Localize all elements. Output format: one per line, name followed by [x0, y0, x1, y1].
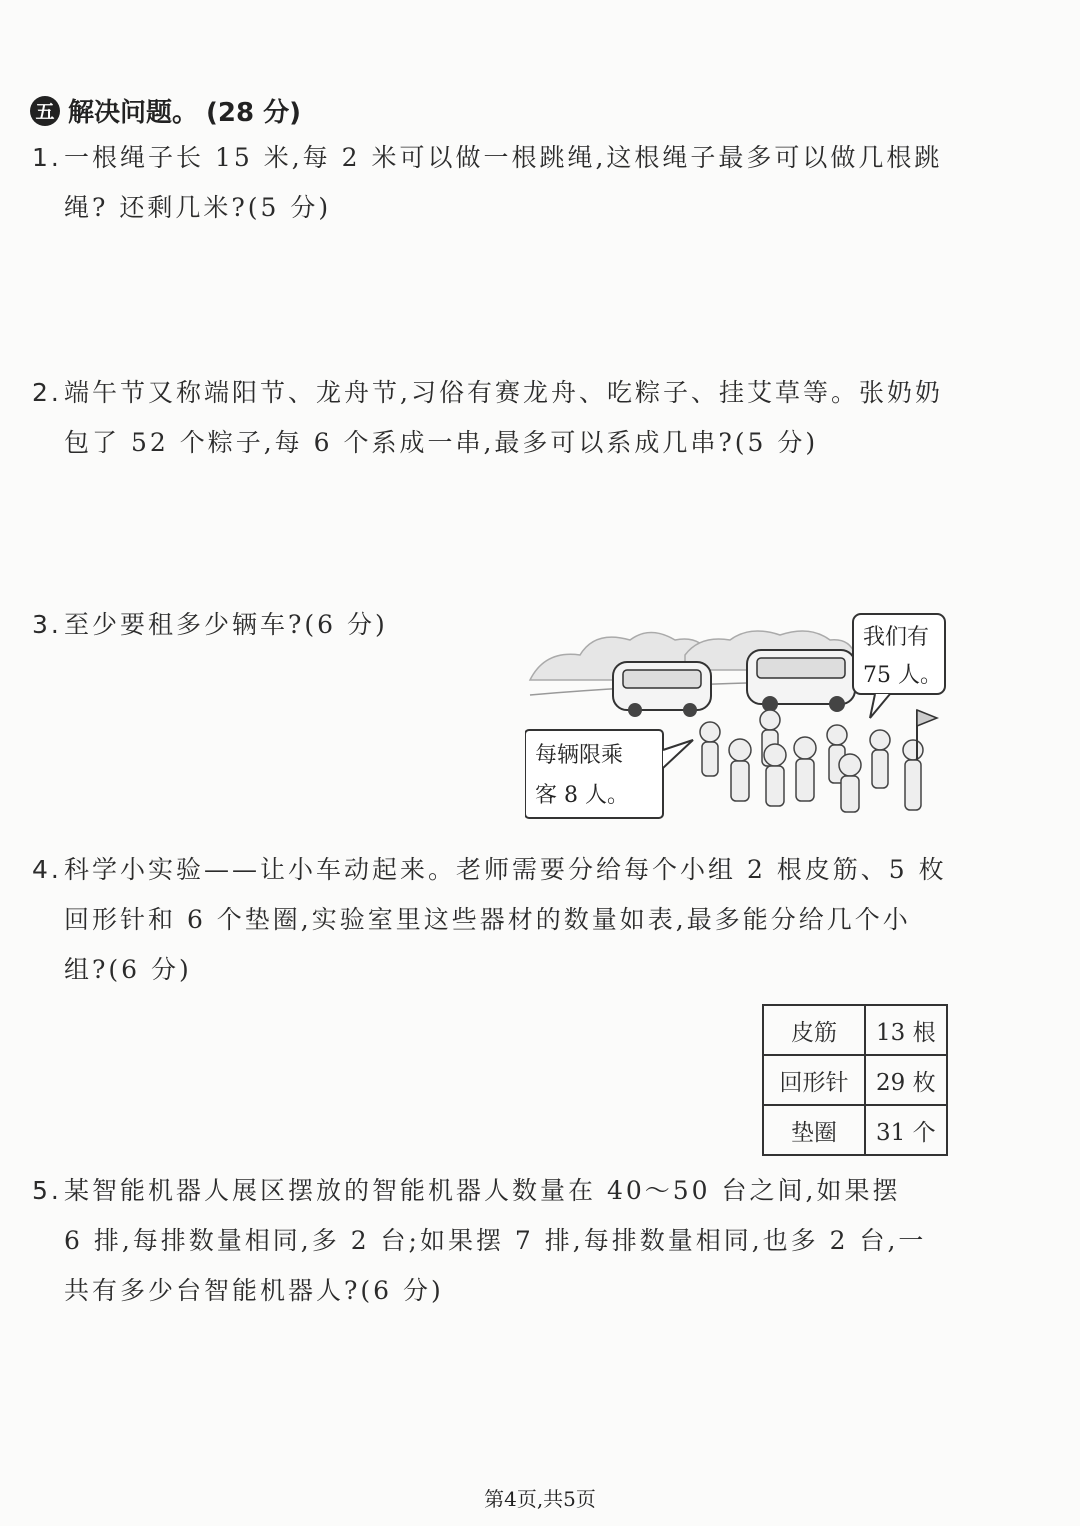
question-3 [32, 600, 388, 650]
question-number: 2. [32, 378, 62, 407]
students-group-icon [700, 710, 923, 812]
bus-icon [747, 650, 855, 712]
section-title: 解决问题。 [68, 98, 199, 128]
question-text: 绳? 还剩几米?(5 分) [64, 193, 332, 222]
section-score: (28 分) [206, 98, 302, 128]
materials-table [762, 1004, 948, 1156]
question-4 [32, 845, 947, 995]
question-text: 共有多少台智能机器人?(6 分) [64, 1276, 444, 1305]
bus-and-students-illustration [525, 610, 955, 825]
question-text: 某智能机器人展区摆放的智能机器人数量在 40～50 台之间,如果摆 [64, 1176, 901, 1205]
bubble-line: 每辆限乘 [535, 743, 624, 768]
question-number: 4. [32, 855, 62, 884]
speech-bubble-group-size [853, 614, 945, 718]
section-number-badge: 五 [30, 96, 60, 126]
material-name: 垫圈 [763, 1105, 865, 1155]
bus-icon [613, 662, 711, 717]
bubble-line: 75 人。 [863, 663, 942, 688]
question-text: 包了 52 个粽子,每 6 个系成一串,最多可以系成几串?(5 分) [64, 428, 819, 457]
table-row [763, 1105, 947, 1155]
section-header [30, 92, 301, 129]
question-text: 组?(6 分) [64, 955, 192, 984]
page-number-footer: 第4页,共5页 [484, 1487, 596, 1511]
question-text: 至少要租多少辆车?(6 分) [64, 610, 388, 639]
question-1 [32, 133, 942, 233]
question-text: 科学小实验——让小车动起来。老师需要分给每个小组 2 根皮筋、5 枚 [64, 855, 947, 884]
material-quantity: 29 枚 [865, 1055, 947, 1105]
bubble-line: 我们有 [863, 625, 930, 650]
question-2 [32, 368, 943, 468]
table-row [763, 1005, 947, 1055]
speech-bubble-capacity [525, 730, 693, 818]
material-name: 皮筋 [763, 1005, 865, 1055]
question-text: 6 排,每排数量相同,多 2 台;如果摆 7 排,每排数量相同,也多 2 台,一 [64, 1226, 927, 1255]
bubble-line: 客 8 人。 [535, 783, 629, 808]
material-quantity: 13 根 [865, 1005, 947, 1055]
question-number: 1. [32, 143, 62, 172]
material-name: 回形针 [763, 1055, 865, 1105]
table-row [763, 1055, 947, 1105]
question-5 [32, 1166, 926, 1316]
question-number: 3. [32, 610, 62, 639]
material-quantity: 31 个 [865, 1105, 947, 1155]
question-text: 回形针和 6 个垫圈,实验室里这些器材的数量如表,最多能分给几个小 [64, 905, 911, 934]
question-number: 5. [32, 1176, 62, 1205]
question-text: 端午节又称端阳节、龙舟节,习俗有赛龙舟、吃粽子、挂艾草等。张奶奶 [64, 378, 943, 407]
question-text: 一根绳子长 15 米,每 2 米可以做一根跳绳,这根绳子最多可以做几根跳 [64, 143, 943, 172]
